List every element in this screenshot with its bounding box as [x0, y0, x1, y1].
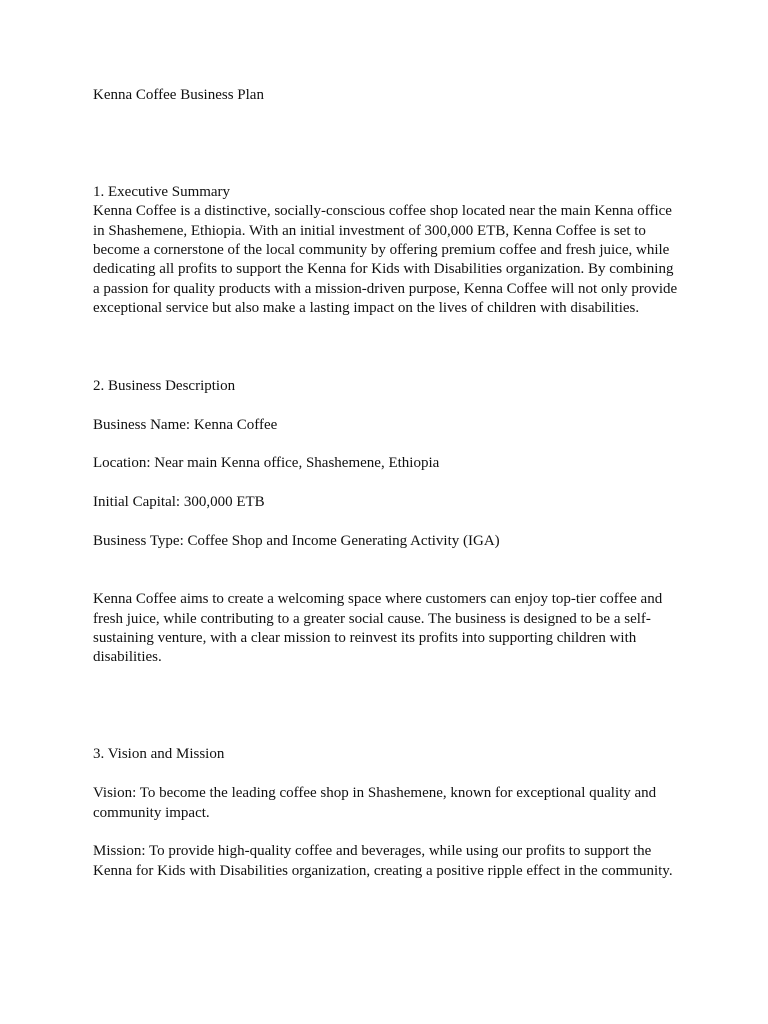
document-page — [93, 86, 683, 881]
initial-capital-line: Initial Capital: 300,000 ETB — [93, 494, 265, 511]
section-2-heading: 2. Business Description — [93, 377, 236, 394]
mission-paragraph: Mission: To provide high-quality coffee and beverages, while using our profits to support the Kenna for Kids with Disabilities organization, creating a positive ripple effect in the community. — [93, 843, 673, 879]
document-title: Kenna Coffee Business Plan — [93, 87, 264, 103]
section-2-body: Kenna Coffee aims to create a welcoming space where customers can enjoy top-tier coffee and fresh juice, while contributing to a greater social cause. The business is designed to be a self-sustaining venture, with a clear mission to reinvest its profits into supporting children with disabilities. — [93, 591, 663, 666]
vision-paragraph: Vision: To become the leading coffee shop in Shashemene, known for exceptional quality and community impact. — [93, 785, 657, 821]
location-line: Location: Near main Kenna office, Shashemene, Ethiopia — [93, 455, 440, 472]
section-3-heading: 3. Vision and Mission — [93, 746, 225, 763]
section-1-body: Kenna Coffee is a distinctive, socially-conscious coffee shop located near the main Kenna office in Shashemene, Ethiopia. With an initial investment of 300,000 ETB, Kenna Coffee is set to become a cornerstone of the local community by offering premium coffee and fresh juice, while dedicating all profits to support the Kenna for Kids with Disabilities organization. By combining a passion for quality products with a mission-driven purpose, Kenna Coffee will not only provide exceptional service but also make a lasting impact on the lives of children with disabilities. — [93, 203, 678, 317]
business-type-line: Business Type: Coffee Shop and Income Generating Activity (IGA) — [93, 533, 500, 550]
section-1-heading: 1. Executive Summary — [93, 183, 231, 200]
business-name-line: Business Name: Kenna Coffee — [93, 416, 278, 433]
